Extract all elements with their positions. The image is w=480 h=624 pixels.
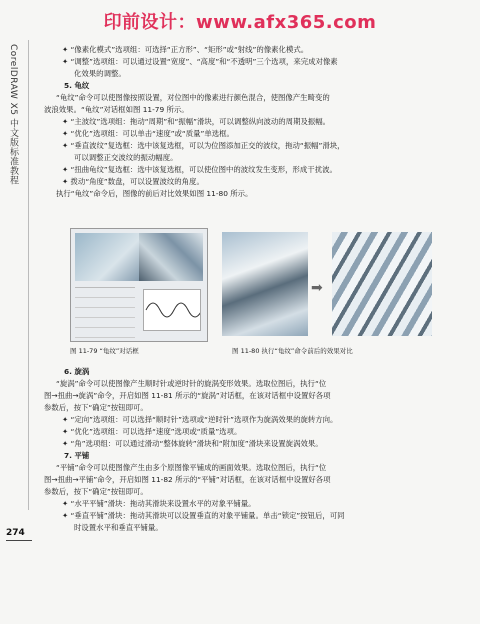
text-line: ✦ “调整”选项组：可以通过设置“宽度”、“高度”和“不透明”三个选项，来完成对像素 xyxy=(62,57,338,66)
text-line: 7. 平铺 xyxy=(64,451,90,460)
body-text-bottom xyxy=(44,366,450,534)
text-line: ✦ 拨动“角度”数盘，可以设置波纹的角度。 xyxy=(62,177,204,186)
figure-caption-11-80: 图 11-80 执行“龟纹”命令前后的效果对比 xyxy=(232,347,353,355)
text-line: ✦ “角”选项组：可以通过滑动“整体旋转”滑块和“附加度”滑块来设置旋涡效果。 xyxy=(62,439,323,448)
figures xyxy=(70,228,450,358)
dialog-preview-after xyxy=(139,233,203,281)
right-arrow-icon: ➡ xyxy=(311,280,323,296)
text-line: 化效果的调整。 xyxy=(74,69,126,78)
text-line: ✦ “优化”选项组：可以单击“速度”或“质量”单选框。 xyxy=(62,129,234,138)
text-line: 时设置水平和垂直平铺量。 xyxy=(74,523,163,532)
page-number: 274 xyxy=(6,528,25,538)
text-line: ✦ “扭曲龟纹”复选框：选中该复选框，可以使位图中的波纹发生变形，形成干扰波。 xyxy=(62,165,337,174)
text-line: ✦ “主波纹”选项组：拖动“周期”和“振幅”滑块，可以调整纵向波动的周期及振幅。 xyxy=(62,117,331,126)
text-line: 5. 龟纹 xyxy=(64,81,90,90)
text-line: ✦ “优化”选项组：可以选择“速度”选项或“质量”选项。 xyxy=(62,427,242,436)
text-line: 图→扭曲→旋涡”命令，开启如图 11-81 所示的“旋涡”对话框，在该对话框中设置好各项 xyxy=(44,391,331,400)
text-line: ✦ “水平平铺”滑块：拖动其滑块来设置水平的对象平铺量。 xyxy=(62,499,256,508)
margin-rule xyxy=(28,40,29,510)
before-image xyxy=(222,232,308,336)
text-line: 波浪效果。“龟纹”对话框如图 11-79 所示。 xyxy=(44,105,189,114)
sidebar-title xyxy=(6,44,22,214)
text-line: 图→扭曲→平铺”命令，开启如图 11-82 所示的“平铺”对话框，在该对话框中设置好各项 xyxy=(44,475,331,484)
text-line: 执行“龟纹”命令后，图像的前后对比效果如图 11-80 所示。 xyxy=(56,189,253,198)
text-line: ✦ “垂直波纹”复选框：选中该复选框，可以为位图添加正交的波纹，拖动“振幅”滑块， xyxy=(62,141,345,150)
page-number-rule xyxy=(6,540,32,541)
body-text-top xyxy=(44,44,450,200)
text-line: ✦ “垂直平铺”滑块：拖动其滑块可以设置垂直的对象平铺量。单击“锁定”按钮后，可同 xyxy=(62,511,345,520)
wave-preview xyxy=(143,289,201,331)
text-line: “龟纹”命令可以使图像按照设置，对位图中的像素进行颜色混合，使图像产生畸变的 xyxy=(56,93,330,102)
after-image xyxy=(332,232,432,336)
dialog-controls xyxy=(75,287,135,336)
ripple-dialog-figure xyxy=(70,228,208,342)
text-line: 参数后，按下“确定”按钮即可。 xyxy=(44,487,148,496)
text-line: 参数后，按下“确定”按钮即可。 xyxy=(44,403,148,412)
sidebar-title-text: CorelDRAW X5 中文版标准教程 xyxy=(8,44,18,186)
watermark-url: 印前设计：www.afx365.com xyxy=(103,12,377,33)
text-line: 可以调整正交波纹的振动幅度。 xyxy=(74,153,178,162)
text-line: “旋涡”命令可以使图像产生顺时针或逆时针的旋涡变形效果。选取位图后，执行“位 xyxy=(56,379,327,388)
text-line: 6. 旋涡 xyxy=(64,367,90,376)
text-line: ✦ “定向”选项组：可以选择“顺时针”选项或“逆时针”选项作为旋涡效果的旋转方向。 xyxy=(62,415,338,424)
text-line: “平铺”命令可以使图像产生由多个原图像平铺成的画面效果。选取位图后，执行“位 xyxy=(56,463,327,472)
text-line: ✦ “像素化模式”选项组：可选择“正方形”、“矩形”或“射线”的像素化模式。 xyxy=(62,45,309,54)
figure-caption-11-79: 图 11-79 “龟纹”对话框 xyxy=(70,347,139,355)
